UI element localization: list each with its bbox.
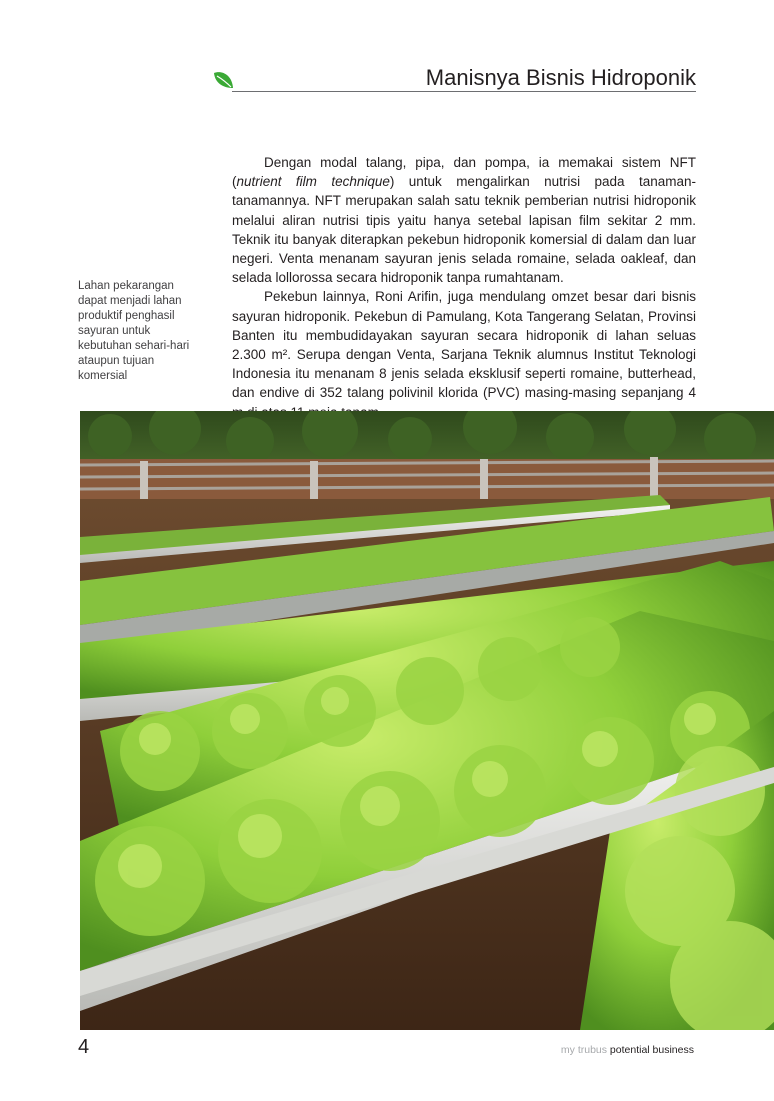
page-title: Manisnya Bisnis Hidroponik	[425, 65, 696, 90]
footer-brand	[561, 1044, 694, 1056]
paragraph-2: Pekebun lainnya, Roni Arifin, juga mendulang omzet besar dari bisnis sayuran hidroponik. Pekebun di Pamulang, Kota Tangerang Selatan, Provinsi Banten itu membudidayakan sayuran secara hidroponik di lahan seluas 2.300 m². Serupa dengan Venta, Sarjana Teknik alumnus Institut Teknologi Indonesia itu menanam 8 jenis selada eksklusif seperti romaine, butterhead, dan endive di 352 talang polivinil klorida (PVC) masing-masing sepanjang 4	[232, 289, 696, 401]
leaf-icon	[213, 70, 235, 90]
paragraph-1-end: ) untuk mengalirkan nutrisi pada tanaman-tanamannya. NFT merupakan salah satu teknik pemberian nutrisi hidroponik melalui aliran nutrisi tipis yaitu hanya setebal lapisan film sekitar 2 mm. Teknik itu banyak diterapkan pekebun hidroponik komersial di dalam dan luar negeri. Venta menanam sayuran jenis selada romaine, selada oakleaf, dan selada lollorossa secara hidroponik tanpa rumahtanam.	[232, 174, 696, 286]
article-body	[232, 153, 696, 422]
paragraph-1	[232, 153, 696, 287]
brand-name: my trubus	[560, 1044, 608, 1056]
sidebar-caption: Lahan pekarangan dapat menjadi lahan produktif penghasil sayuran untuk kebutuhan sehari-hari ataupun tujuan komersial	[78, 280, 190, 382]
brand-tagline: potential business	[607, 1044, 694, 1056]
nft-term-italic: nutrient film technique	[236, 174, 390, 190]
paragraph-1-start: Dengan modal talang, pipa, dan pompa, ia memakai sistem NFT (	[232, 155, 696, 190]
hydroponic-lettuce-photo	[80, 411, 774, 1030]
header-divider	[232, 91, 696, 92]
page-number: 4	[78, 1036, 90, 1058]
